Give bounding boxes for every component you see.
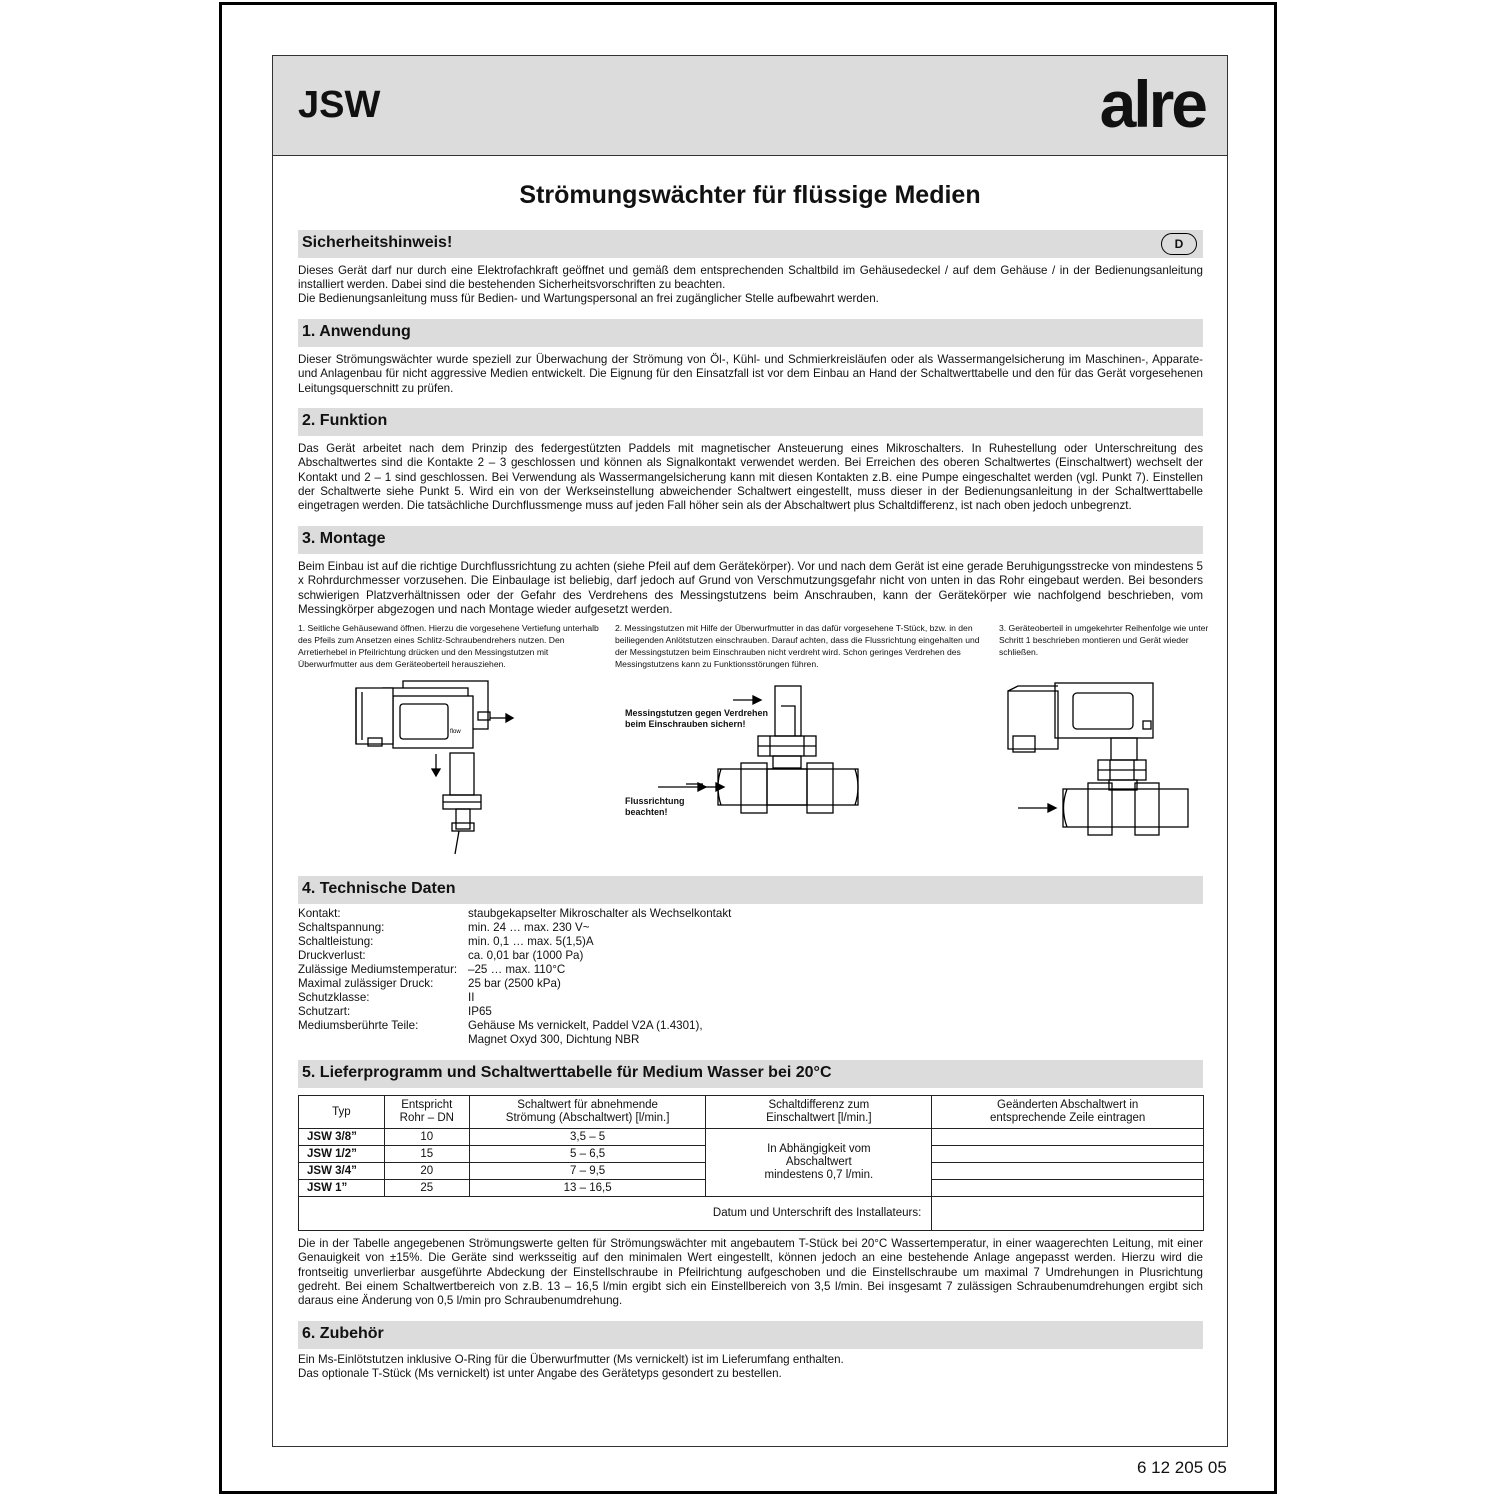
tech-value: staubgekapselter Mikroschalter als Wechselkontakt xyxy=(468,907,732,920)
entry-cell[interactable] xyxy=(932,1163,1204,1180)
flow-marker: flow xyxy=(450,729,461,735)
illustration-reassembled xyxy=(1003,681,1188,836)
tech-label: Kontakt: xyxy=(298,907,341,920)
table-row xyxy=(299,1129,1204,1146)
signature-row xyxy=(299,1197,1204,1231)
table-header-row xyxy=(299,1096,1204,1129)
document-sheet xyxy=(272,55,1228,1447)
mounting-step-3: 3. Geräteoberteil in umgekehrter Reihenfolge wie unter Schritt 1 beschrieben montieren und Gerät wieder schließen. xyxy=(999,623,1209,657)
label-flow-direction: Flussrichtung beachten! xyxy=(625,796,685,817)
value-cell: 13 – 16,5 xyxy=(469,1180,706,1197)
section3-heading: 3. Montage xyxy=(302,530,386,547)
column-header: Schaltdifferenz zum Einschaltwert [l/min.] xyxy=(706,1096,932,1129)
section2-text: Das Gerät arbeitet nach dem Prinzip des federgestützten Paddels mit magnetischer Ansteuerung eines Mikroschalters. In Ruhestellung oder Unterschreitung des Abschaltwertes sind die Kontakte 2 – 3 geschlossen und können als Signalkontakt verwendet werden. Bei Erreichen des oberen Schaltwertes (Einschaltwert) wechselt der Kontakt und 2 – 1 sind geschlossen. Bei Verwendung als Wassermangelsicherung kann mit diesen Kontakten z.B. eine Pumpe eingeschaltet werden (vgl. Punkt 7). Einstellen der Schaltwerte siehe Punkt 5. Wird ein von der Werkseinstellung abweichender Schaltwert eingestellt, muss dieser in der Bedienungsanleitung in der Schaltwerttabelle eingetragen werden. Die tatsächliche Durchflussmenge muss auf jeden Fall höher sein als der Abschaltwert plus Schaltdifferenz, ist nach oben jedoch unbegrenzt. xyxy=(298,442,1203,513)
difference-note: In Abhängigkeit vom Abschaltwert mindestens 0,7 l/min. xyxy=(706,1129,932,1197)
dn-cell: 15 xyxy=(384,1146,469,1163)
type-cell: JSW 1/2” xyxy=(299,1146,385,1163)
dn-cell: 10 xyxy=(384,1129,469,1146)
signature-field[interactable] xyxy=(932,1197,1204,1231)
tech-value: ca. 0,01 bar (1000 Pa) xyxy=(468,949,584,962)
safety-heading: Sicherheitshinweis! xyxy=(302,234,453,251)
section4-heading: 4. Technische Daten xyxy=(302,880,456,897)
tech-value: Gehäuse Ms vernickelt, Paddel V2A (1.4301), xyxy=(468,1019,703,1032)
illustration-tee-piece xyxy=(713,681,863,816)
tech-label: Druckverlust: xyxy=(298,949,366,962)
tech-value: Magnet Oxyd 300, Dichtung NBR xyxy=(468,1033,640,1046)
section2-heading: 2. Funktion xyxy=(302,412,388,429)
entry-cell[interactable] xyxy=(932,1146,1204,1163)
document-number: 6 12 205 05 xyxy=(1137,1458,1227,1477)
entry-cell[interactable] xyxy=(932,1180,1204,1197)
tech-label: Schaltleistung: xyxy=(298,935,374,948)
section1-text: Dieser Strömungswächter wurde speziell zur Überwachung der Strömung von Öl-, Kühl- und Schmierkreisläufen oder als Wassermangelsicherung im Maschinen-, Apparate- und Anlagenbau für nicht aggressive Medien entwickelt. Die Eignung für den Einsatzfall ist vor dem Einbau an Hand der Schaltwerttabelle und den für das Gerät vorgesehenen Leitungsquerschnitt zu prüfen. xyxy=(298,353,1203,395)
signature-label: Datum und Unterschrift des Installateurs: xyxy=(299,1197,932,1231)
section6-heading: 6. Zubehör xyxy=(302,1325,384,1342)
tech-label: Mediumsberührte Teile: xyxy=(298,1019,419,1032)
value-cell: 5 – 6,5 xyxy=(469,1146,706,1163)
value-cell: 3,5 – 5 xyxy=(469,1129,706,1146)
tech-label: Maximal zulässiger Druck: xyxy=(298,977,434,990)
value-cell: 7 – 9,5 xyxy=(469,1163,706,1180)
header-bar xyxy=(273,56,1227,156)
tech-label: Schutzart: xyxy=(298,1005,351,1018)
dn-cell: 20 xyxy=(384,1163,469,1180)
section6-heading-band xyxy=(298,1321,1203,1349)
model-name: JSW xyxy=(298,84,381,126)
section5-note: Die in der Tabelle angegebenen Strömungswerte gelten für Strömungswächter mit angebautem T-Stück bei 20°C Wassertemperatur, in einer waagerechten Leitung, mit einer Genauigkeit von ±15%. Die Geräte sind werksseitig auf den minimalen Wert eingestellt, können jedoch an eine bestehende Anlage angepasst werden. Hierzu wird die frontseitig unverlierbar ausgeführte Abdeckung der Einstellschraube in Pfeilrichtung aufgeschoben und die Einstellschraube um maximal 7 Umdrehungen in Plusrichtung gedreht. Bei einem Schaltwertbereich von z.B. 13 – 16,5 l/min ergibt sich ein Einstellbereich von 3,5 l/min. Bei insgesamt 7 zulässigen Schraubenumdrehungen ergibt sich daraus eine Änderung von 0,5 l/min pro Schraubenumdrehung. xyxy=(298,1237,1203,1308)
tech-value: 25 bar (2500 kPa) xyxy=(468,977,561,990)
document-title: Strömungswächter für flüssige Medien xyxy=(519,181,981,209)
tech-value: IP65 xyxy=(468,1005,492,1018)
section1-heading-band xyxy=(298,319,1203,347)
tech-value: min. 24 … max. 230 V~ xyxy=(468,921,590,934)
safety-text: Dieses Gerät darf nur durch eine Elektrofachkraft geöffnet und gemäß dem entsprechenden Schaltbild im Gehäusedeckel / auf dem Gehäuse / in der Bedienungsanleitung installiert werden. Dabei sind die bestehenden Sicherheitsvorschriften zu beachten. xyxy=(298,264,1203,292)
tech-value: II xyxy=(468,991,475,1004)
safety-heading-band xyxy=(298,230,1203,258)
type-cell: JSW 3/4” xyxy=(299,1163,385,1180)
alre-logo: alre xyxy=(1099,67,1205,141)
column-header: Entspricht Rohr – DN xyxy=(384,1096,469,1129)
section5-heading: 5. Lieferprogramm und Schaltwerttabelle für Medium Wasser bei 20°C xyxy=(302,1064,832,1081)
mounting-step-2: 2. Messingstutzen mit Hilfe der Überwurfmutter in das dafür vorgesehene T-Stück, bzw. in den beiliegenden Anlötstutzen einschrauben. Darauf achten, dass die Flussrichtung eingehalten und der Messingstutzen beim Einschrauben nicht verdreht wird. Schon geringes Verdrehen des Messingstutzens kann zu Funktionsstörungen führen. xyxy=(615,623,980,669)
mounting-step-1: 1. Seitliche Gehäusewand öffnen. Hierzu die vorgesehene Vertiefung unterhalb des Pfeils zum Ansetzen eines Schlitz-Schraubendrehers nutzen. Den Arretierhebel in Pfeilrichtung drücken und den Messingstutzen mit Überwurfmutter aus dem Geräteoberteil herausziehen. xyxy=(298,623,599,669)
language-badge: D xyxy=(1161,233,1197,255)
section1-heading: 1. Anwendung xyxy=(302,323,411,340)
section2-heading-band xyxy=(298,408,1203,436)
section3-text: Beim Einbau ist auf die richtige Durchflussrichtung zu achten (siehe Pfeil auf dem Gerätekörper). Vor und nach dem Gerät ist eine gerade Beruhigungsstrecke von mindestens 5 x Rohrdurchmesser vorzusehen. Die Einbaulage ist beliebig, darf jedoch auf Grund von Verschmutzungsgefahr nicht von unten in das Rohr eingebaut werden. Bei besonders schwierigen Platzverhältnissen oder der Gefahr des Verdrehens des Messingstutzens beim Anschrauben, kann der Gerätekörper wie nachfolgend beschrieben, vom Messingkörper abgezogen und nach Montage wieder aufgesetzt werden. xyxy=(298,560,1203,616)
section6-text-2: Das optionale T-Stück (Ms vernickelt) ist unter Angabe des Gerätetyps gesondert zu bestellen. xyxy=(298,1367,782,1380)
tech-value: min. 0,1 … max. 5(1,5)A xyxy=(468,935,594,948)
illustration-disassembly xyxy=(348,676,518,866)
section5-heading-band xyxy=(298,1060,1203,1088)
label-secure-nozzle: Messingstutzen gegen Verdrehen beim Einschrauben sichern! xyxy=(625,708,769,729)
type-cell: JSW 3/8” xyxy=(299,1129,385,1146)
safety-text-2: Die Bedienungsanleitung muss für Bedien- und Wartungspersonal an frei zugänglicher Stelle aufbewahrt werden. xyxy=(298,292,879,305)
entry-cell[interactable] xyxy=(932,1129,1204,1146)
section4-heading-band xyxy=(298,876,1203,904)
dn-cell: 25 xyxy=(384,1180,469,1197)
tech-value: –25 … max. 110°C xyxy=(468,963,566,976)
tech-label: Schaltspannung: xyxy=(298,921,385,934)
column-header: Geänderten Abschaltwert in entsprechende Zeile eintragen xyxy=(932,1096,1204,1129)
tech-label: Schutzklasse: xyxy=(298,991,370,1004)
tech-label: Zulässige Mediumstemperatur: xyxy=(298,963,458,976)
column-header: Schaltwert für abnehmende Strömung (Abschaltwert) [l/min.] xyxy=(469,1096,706,1129)
column-header: Typ xyxy=(299,1096,385,1129)
type-cell: JSW 1” xyxy=(299,1180,385,1197)
switching-value-table xyxy=(298,1095,1204,1231)
section3-heading-band xyxy=(298,526,1203,554)
section6-text-1: Ein Ms-Einlötstutzen inklusive O-Ring für die Überwurfmutter (Ms vernickelt) ist im Lieferumfang enthalten. xyxy=(298,1353,844,1366)
